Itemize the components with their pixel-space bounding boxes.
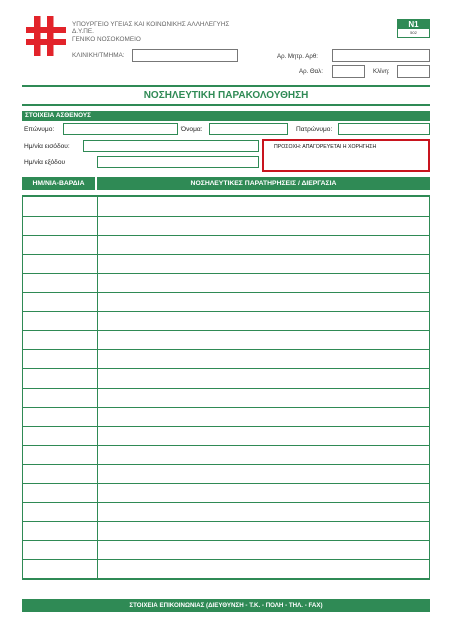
warning-box[interactable]	[262, 139, 430, 172]
room-label: Αρ. Θαλ:	[299, 68, 323, 75]
record-number-field[interactable]	[332, 49, 430, 62]
father-name-label: Πατρώνυμο:	[296, 126, 333, 133]
title-bottom-rule	[22, 104, 430, 106]
table-row-divider	[23, 311, 429, 312]
table-row-divider	[23, 483, 429, 484]
column-header-date-shift: ΗΜ/ΝΙΑ-ΒΑΡΔΙΑ	[22, 177, 95, 190]
record-number-label: Αρ. Μητρ. Αρθ:	[277, 53, 318, 60]
form-subcode: 502	[410, 30, 417, 35]
warning-text: ΠΡΟΣΟΧΗ: ΑΠΑΓΟΡΕΥΕΤΑΙ Η ΧΟΡΗΓΗΣΗ	[274, 144, 377, 150]
table-row-divider	[23, 349, 429, 350]
table-row-divider	[23, 445, 429, 446]
contact-footer: ΣΤΟΙΧΕΙΑ ΕΠΙΚΟΙΝΩΝΙΑΣ (ΔΙΕΥΘΥΝΣΗ - Τ.Κ. - ΠΟΛΗ - ΤΗΛ. - FAX)	[22, 599, 430, 612]
table-row-divider	[23, 254, 429, 255]
admission-date-field[interactable]	[83, 140, 259, 152]
table-row-divider	[23, 464, 429, 465]
observations-table	[22, 195, 430, 580]
form-code-badge	[397, 19, 430, 38]
table-row-divider	[23, 407, 429, 408]
bed-field[interactable]	[397, 65, 430, 78]
bed-label: Κλίνη:	[373, 68, 390, 75]
name-label: Όνομα:	[181, 126, 203, 133]
father-name-field[interactable]	[338, 123, 430, 135]
ministry-line: ΥΠΟΥΡΓΕΙΟ ΥΓΕΙΑΣ ΚΑΙ ΚΟΙΝΩΝΙΚΗΣ ΑΛΛΗΛΕΓΥΗΣ	[72, 21, 230, 28]
red-cross-logo-icon	[26, 16, 66, 56]
table-row-divider	[23, 330, 429, 331]
column-header-observations: ΝΟΣΗΛΕΥΤΙΚΕΣ ΠΑΡΑΤΗΡΗΣΕΙΣ / ΔΙΕΡΓΑΣΙΑ	[97, 177, 430, 190]
table-row-divider	[23, 216, 429, 217]
table-row-divider	[23, 235, 429, 236]
table-row-divider	[23, 388, 429, 389]
surname-label: Επώνυμο:	[24, 126, 55, 133]
name-field[interactable]	[209, 123, 288, 135]
patient-section-header: ΣΤΟΙΧΕΙΑ ΑΣΘΕΝΟΥΣ	[22, 111, 430, 121]
table-row-divider	[23, 368, 429, 369]
table-row-divider	[23, 292, 429, 293]
admission-date-label: Ημ/νία εισόδου:	[24, 143, 70, 150]
table-row-divider	[23, 426, 429, 427]
clinic-field[interactable]	[132, 49, 238, 62]
table-row-divider	[23, 540, 429, 541]
form-code: N1	[398, 20, 429, 29]
discharge-date-label: Ημ/νία εξόδου	[24, 159, 66, 166]
hospital-line: ΓΕΝΙΚΟ ΝΟΣΟΚΟΜΕΙΟ	[72, 35, 141, 43]
surname-field[interactable]	[63, 123, 178, 135]
page-title: ΝΟΣΗΛΕΥΤΙΚΗ ΠΑΡΑΚΟΛΟΥΘΗΣΗ	[143, 90, 309, 101]
health-region-line: Δ.Υ.ΠΕ.	[72, 28, 94, 36]
clinic-label: ΚΛΙΝΙΚΗ/ΤΜΗΜΑ:	[72, 52, 125, 59]
table-row-divider	[23, 502, 429, 503]
table-row-divider	[23, 273, 429, 274]
title-top-rule	[22, 85, 430, 87]
table-row-divider	[23, 559, 429, 560]
room-field[interactable]	[332, 65, 365, 78]
discharge-date-field[interactable]	[97, 156, 259, 168]
table-row-divider	[23, 521, 429, 522]
organization-block	[72, 21, 229, 43]
